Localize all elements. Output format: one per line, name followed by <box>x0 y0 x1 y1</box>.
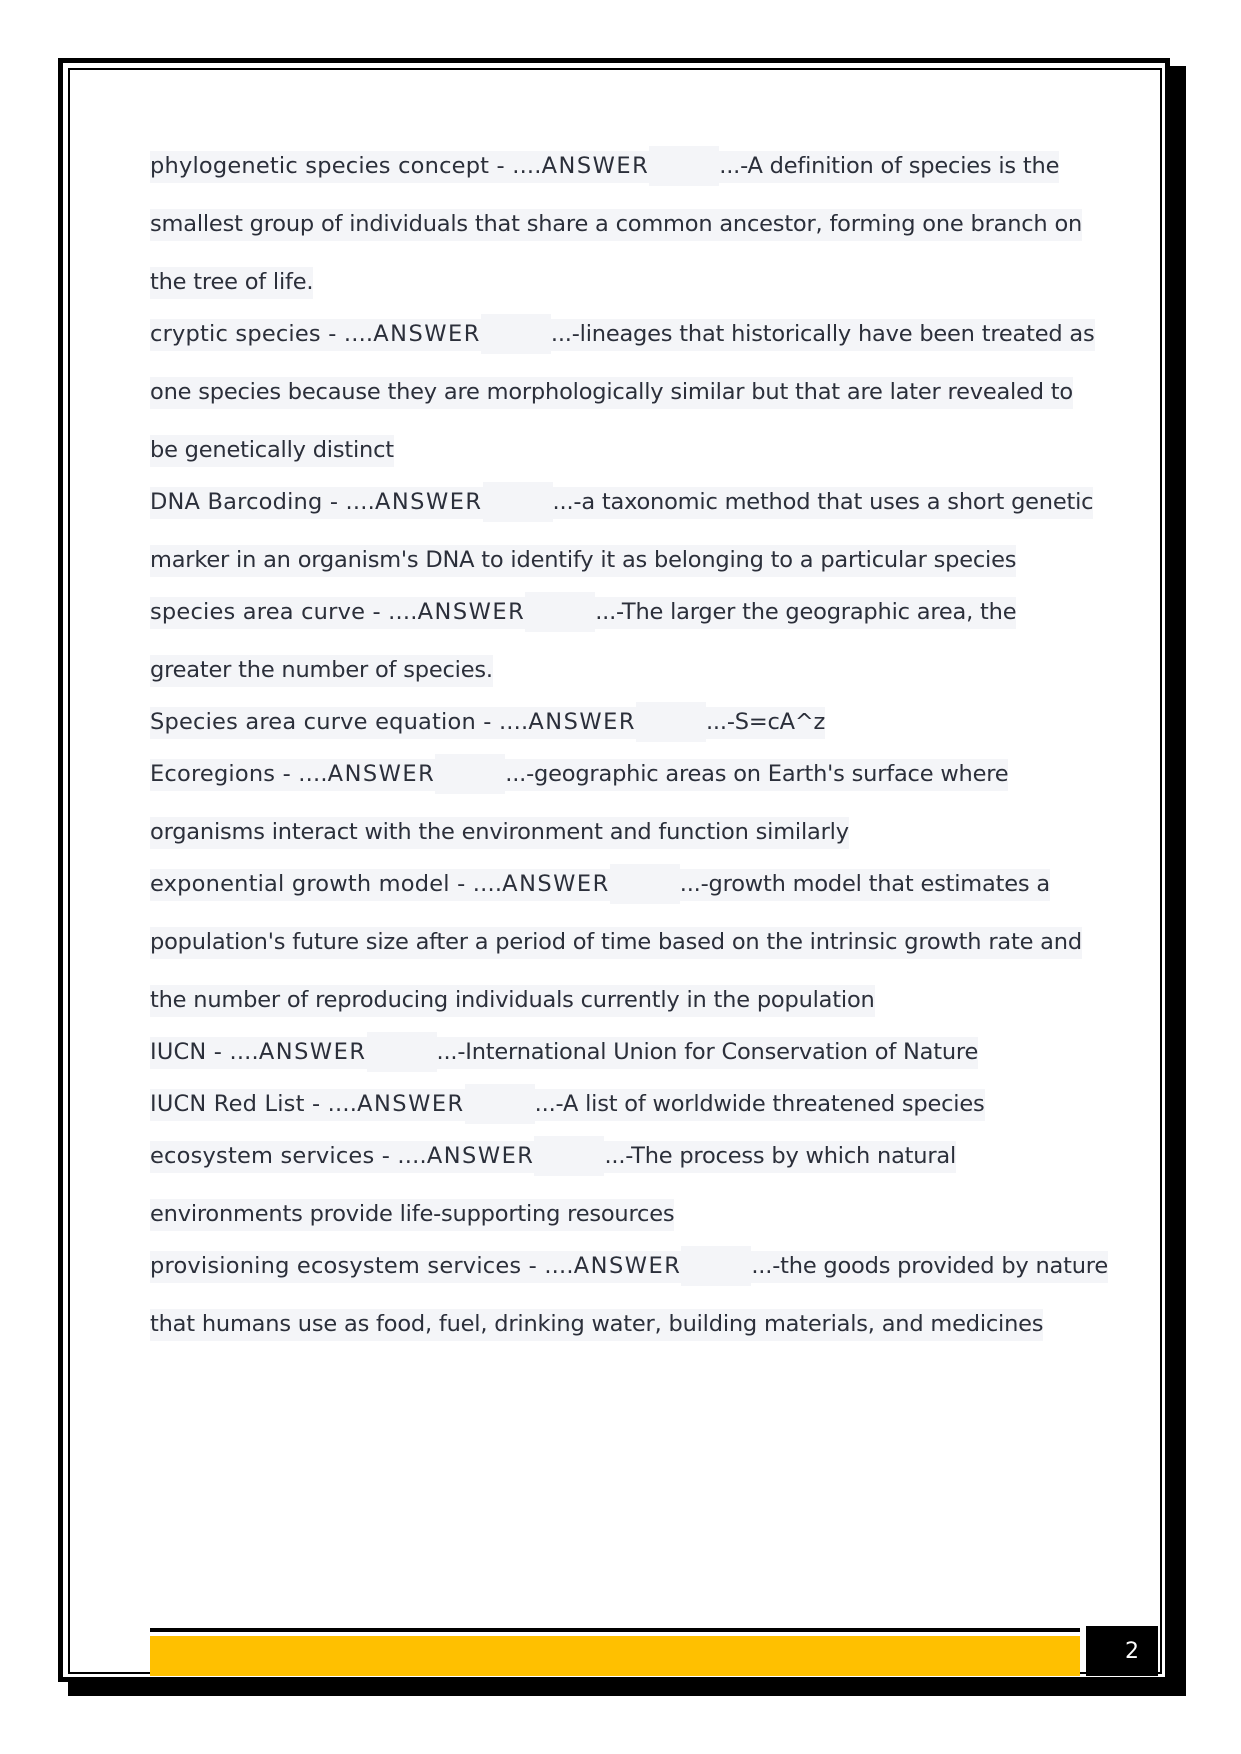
qa-first-line <box>150 1246 1108 1286</box>
qa-entry <box>150 702 1090 742</box>
qa-entry <box>150 754 1090 852</box>
qa-answer-text: organisms interact with the environment and function similarly <box>150 819 849 845</box>
qa-entry <box>150 1032 1090 1072</box>
qa-first-line <box>150 1136 1090 1176</box>
qa-gap <box>681 1246 751 1286</box>
qa-answer-text: marker in an organism's DNA to identify it as belonging to a particular species <box>150 547 1017 573</box>
qa-answer-text: one species because they are morphologically similar but that are later revealed to <box>150 379 1073 405</box>
qa-answer-text: ...-The process by which natural <box>604 1143 957 1169</box>
qa-first-line <box>150 864 1090 904</box>
qa-entry <box>150 1084 1090 1124</box>
qa-term: phylogenetic species concept - .... <box>150 153 542 179</box>
qa-term: Species area curve equation - .... <box>150 709 529 735</box>
qa-entry <box>150 864 1090 1020</box>
qa-answer-text: ...-A list of worldwide threatened species <box>534 1091 985 1117</box>
qa-answer-text: environments provide life-supporting resources <box>150 1201 675 1227</box>
qa-continuation-line <box>150 650 1090 690</box>
qa-first-line <box>150 592 1090 632</box>
qa-answer-text: ...-lineages that historically have been treated as <box>550 321 1095 347</box>
document-body <box>150 146 1108 1356</box>
qa-term: DNA Barcoding - .... <box>150 489 375 515</box>
qa-answer-text: ...-growth model that estimates a <box>679 871 1050 897</box>
qa-gap <box>367 1032 437 1072</box>
qa-answer-label: ANSWER <box>541 153 650 179</box>
qa-answer-label: ANSWER <box>374 489 483 515</box>
qa-answer-text: greater the number of species. <box>150 657 493 683</box>
qa-answer-label: ANSWER <box>327 761 436 787</box>
page-number: 2 <box>1086 1626 1158 1676</box>
qa-answer-text: the number of reproducing individuals currently in the population <box>150 987 875 1013</box>
qa-gap <box>435 754 505 794</box>
qa-answer-text: population's future size after a period of time based on the intrinsic growth rate and <box>150 929 1082 955</box>
footer-accent-bar <box>150 1636 1080 1676</box>
qa-entry <box>150 1246 1108 1344</box>
qa-gap <box>525 592 595 632</box>
qa-gap <box>483 482 553 522</box>
qa-entry <box>150 1136 1090 1234</box>
qa-entry <box>150 592 1090 690</box>
qa-answer-text: the tree of life. <box>150 269 314 295</box>
qa-answer-label: ANSWER <box>573 1253 682 1279</box>
qa-answer-label: ANSWER <box>426 1143 535 1169</box>
qa-entry <box>150 482 1094 580</box>
qa-continuation-line <box>150 262 1090 302</box>
qa-answer-label: ANSWER <box>373 321 481 347</box>
qa-answer-text: that humans use as food, fuel, drinking water, building materials, and medicines <box>150 1311 1044 1337</box>
qa-first-line <box>150 1084 1090 1124</box>
qa-continuation-line <box>150 1194 1090 1234</box>
qa-continuation-line <box>150 812 1090 852</box>
qa-continuation-line <box>150 204 1090 244</box>
qa-answer-text: be genetically distinct <box>150 437 394 463</box>
qa-term: ecosystem services - .... <box>150 1143 427 1169</box>
qa-term: IUCN - .... <box>150 1039 259 1065</box>
qa-gap <box>481 314 551 354</box>
qa-answer-label: ANSWER <box>417 599 526 625</box>
qa-term: IUCN Red List - .... <box>150 1091 358 1117</box>
qa-answer-text: ...-S=cA^z <box>705 709 826 735</box>
qa-answer-text: ...-the goods provided by nature <box>751 1253 1108 1279</box>
qa-continuation-line <box>150 1304 1090 1344</box>
qa-entry <box>150 146 1090 302</box>
qa-continuation-line <box>150 430 1090 470</box>
qa-first-line <box>150 482 1094 522</box>
qa-continuation-line <box>150 372 1090 412</box>
qa-gap <box>610 864 680 904</box>
qa-gap <box>636 702 706 742</box>
qa-continuation-line <box>150 540 1090 580</box>
qa-term: provisioning ecosystem services - .... <box>150 1253 574 1279</box>
qa-gap <box>534 1136 604 1176</box>
qa-term: species area curve - .... <box>150 599 418 625</box>
qa-answer-label: ANSWER <box>357 1091 465 1117</box>
qa-continuation-line <box>150 980 1090 1020</box>
qa-answer-text: smallest group of individuals that share a common ancestor, forming one branch on <box>150 211 1083 237</box>
qa-gap <box>649 146 719 186</box>
qa-answer-text: ...-geographic areas on Earth's surface where <box>505 761 1009 787</box>
qa-first-line <box>150 754 1090 794</box>
qa-answer-text: ...-The larger the geographic area, the <box>595 599 1017 625</box>
qa-term: exponential growth model - .... <box>150 871 503 897</box>
qa-answer-label: ANSWER <box>258 1039 367 1065</box>
qa-answer-text: ...-International Union for Conservation of Nature <box>436 1039 979 1065</box>
qa-term: cryptic species - .... <box>150 321 374 347</box>
qa-answer-text: ...-A definition of species is the <box>719 153 1060 179</box>
qa-first-line <box>150 146 1090 186</box>
qa-first-line <box>150 1032 1090 1072</box>
qa-answer-text: ...-a taxonomic method that uses a short genetic <box>552 489 1094 515</box>
qa-entry <box>150 314 1095 470</box>
qa-answer-label: ANSWER <box>502 871 610 897</box>
qa-term: Ecoregions - .... <box>150 761 328 787</box>
qa-answer-label: ANSWER <box>528 709 636 735</box>
qa-first-line <box>150 702 1090 742</box>
qa-gap <box>465 1084 535 1124</box>
footer-rule <box>150 1628 1080 1632</box>
qa-first-line <box>150 314 1095 354</box>
qa-continuation-line <box>150 922 1090 962</box>
